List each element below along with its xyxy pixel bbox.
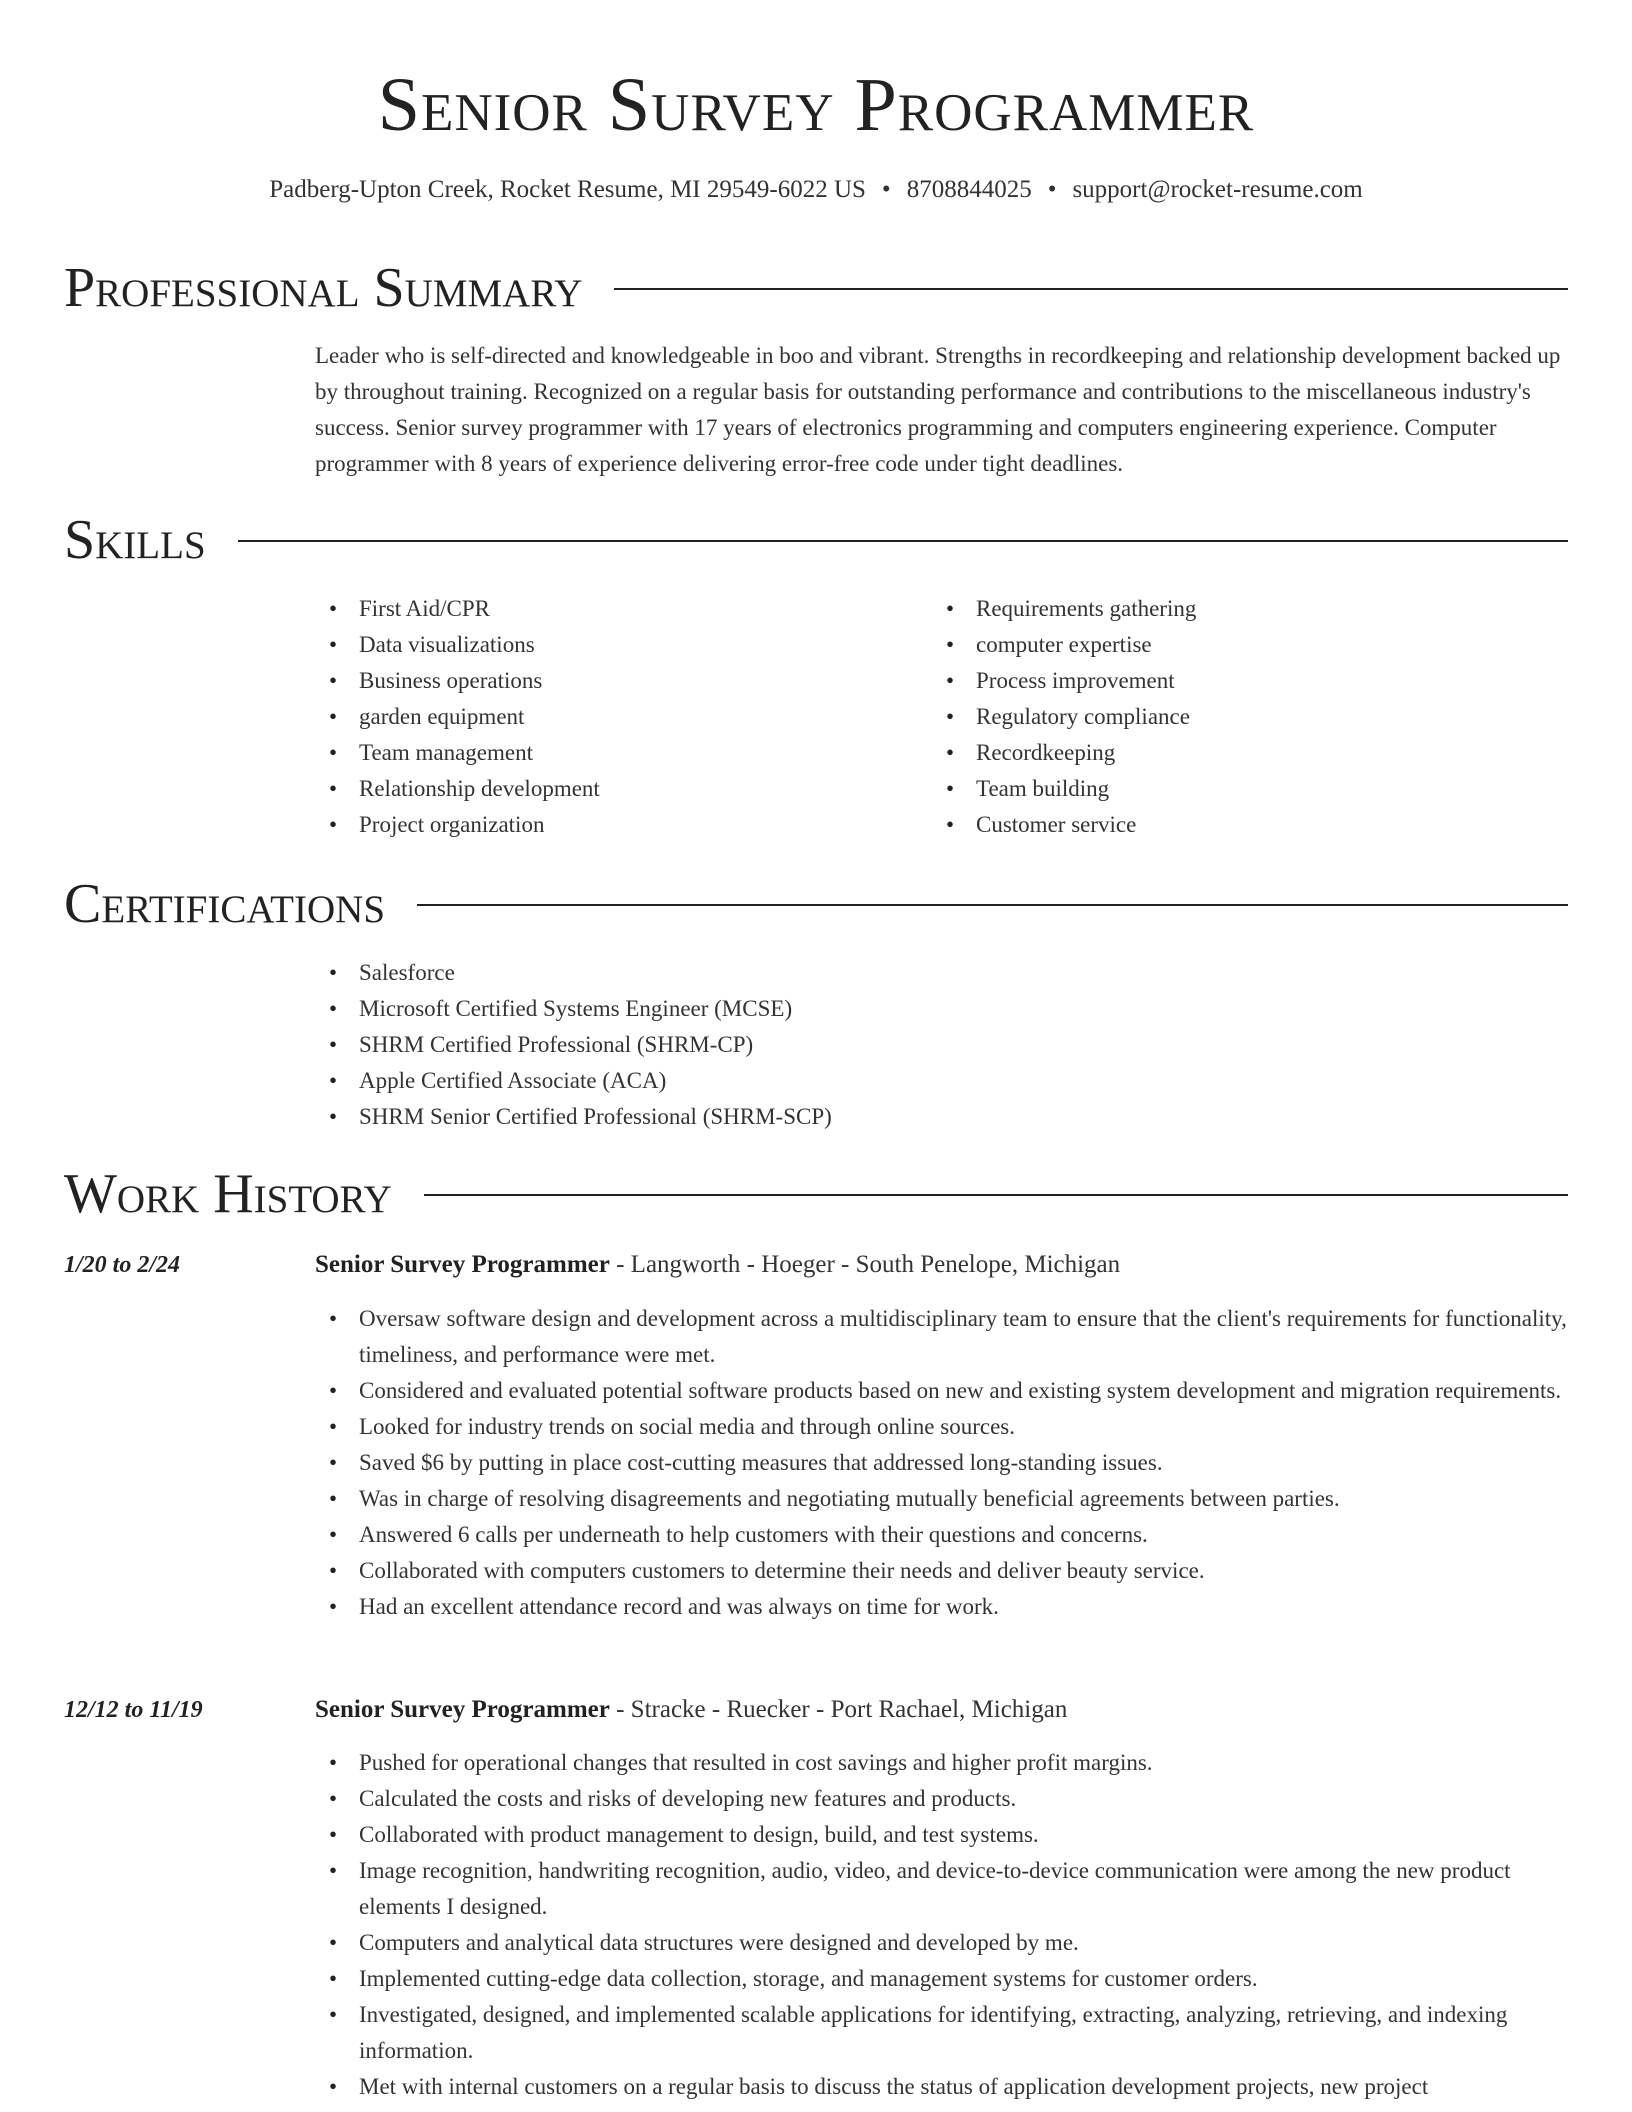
job-dates: 1/20 to 2/24 <box>64 1252 181 1278</box>
section-divider <box>424 1194 1568 1196</box>
responsibility-item: • Pushed for operational changes that resulted in cost savings and higher profit margins. <box>315 1745 1568 1781</box>
work-history-section-title: Work History <box>64 1163 392 1225</box>
skill-item: • garden equipment <box>315 699 915 735</box>
section-divider <box>417 904 1568 906</box>
contact-line <box>0 172 1632 208</box>
responsibility-item: • Considered and evaluated potential software products based on new and existing system development and migration requirements. <box>315 1373 1568 1409</box>
work-history-section-header <box>64 1162 1568 1226</box>
skill-item: • Team building <box>932 771 1532 807</box>
skill-item: • Team management <box>315 735 915 771</box>
responsibility-item: • Met with internal customers on a regular basis to discuss the status of application development projects, new project <box>315 2069 1568 2105</box>
skills-column-left <box>315 591 915 843</box>
certifications-list <box>315 955 1568 1135</box>
job-title: Senior Survey Programmer <box>315 1251 610 1278</box>
skill-item: • computer expertise <box>932 627 1532 663</box>
skill-item: • Requirements gathering <box>932 591 1532 627</box>
skills-section-header <box>64 508 1568 572</box>
responsibility-item: • Image recognition, handwriting recognition, audio, video, and device-to-device communication were among the new product elements I designed. <box>315 1853 1568 1925</box>
responsibility-item: • Calculated the costs and risks of developing new features and products. <box>315 1781 1568 1817</box>
skills-column-right <box>932 591 1532 843</box>
job-heading <box>315 1247 1568 1283</box>
skill-item: • Process improvement <box>932 663 1532 699</box>
section-divider <box>238 540 1568 542</box>
responsibility-item: • Implemented cutting-edge data collection, storage, and management systems for customer orders. <box>315 1961 1568 1997</box>
job-heading <box>315 1692 1568 1728</box>
certification-item: • Microsoft Certified Systems Engineer (MCSE) <box>315 991 1568 1027</box>
job-company-location: - Stracke - Ruecker - Port Rachael, Michigan <box>609 1696 1068 1723</box>
responsibility-item: • Investigated, designed, and implemented scalable applications for identifying, extracting, analyzing, retrieving, and indexing information. <box>315 1997 1568 2069</box>
responsibility-item: • Looked for industry trends on social media and through online sources. <box>315 1409 1568 1445</box>
job-responsibilities <box>315 1301 1568 1625</box>
certification-item: • SHRM Certified Professional (SHRM-CP) <box>315 1027 1568 1063</box>
certification-item: • Salesforce <box>315 955 1568 991</box>
skill-item: • Data visualizations <box>315 627 915 663</box>
responsibility-item: • Oversaw software design and development across a multidisciplinary team to ensure that the client's requirements for functionality, timeliness, and performance were met. <box>315 1301 1568 1373</box>
skill-item: • Project organization <box>315 807 915 843</box>
summary-section-title: Professional Summary <box>64 257 583 319</box>
contact-email: support@rocket-resume.com <box>1072 176 1363 203</box>
responsibility-item: • Computers and analytical data structures were designed and developed by me. <box>315 1925 1568 1961</box>
section-divider <box>614 288 1568 290</box>
responsibility-item: • Collaborated with computers customers to determine their needs and deliver beauty service. <box>315 1553 1568 1589</box>
skill-item: • Customer service <box>932 807 1532 843</box>
job-company-location: - Langworth - Hoeger - South Penelope, Michigan <box>609 1251 1121 1278</box>
responsibility-item: • Was in charge of resolving disagreements and negotiating mutually beneficial agreements between parties. <box>315 1481 1568 1517</box>
contact-separator: • <box>1047 176 1057 203</box>
contact-address: Padberg-Upton Creek, Rocket Resume, MI 29549-6022 US <box>269 176 866 203</box>
skill-item: • Recordkeeping <box>932 735 1532 771</box>
certifications-section-header <box>64 872 1568 936</box>
candidate-name: Senior Survey Programmer <box>377 63 1255 147</box>
job-title: Senior Survey Programmer <box>315 1696 610 1723</box>
certification-item: • Apple Certified Associate (ACA) <box>315 1063 1568 1099</box>
responsibility-item: • Had an excellent attendance record and was always on time for work. <box>315 1589 1568 1625</box>
skill-item: • First Aid/CPR <box>315 591 915 627</box>
responsibility-item: • Answered 6 calls per underneath to help customers with their questions and concerns. <box>315 1517 1568 1553</box>
summary-section-header <box>64 256 1568 320</box>
skill-item: • Regulatory compliance <box>932 699 1532 735</box>
skill-item: • Business operations <box>315 663 915 699</box>
certifications-section-title: Certifications <box>64 873 386 935</box>
skills-section-title: Skills <box>64 509 206 571</box>
contact-phone: 8708844025 <box>906 176 1032 203</box>
job-responsibilities <box>315 1745 1568 2105</box>
responsibility-item: • Saved $6 by putting in place cost-cutting measures that addressed long-standing issues. <box>315 1445 1568 1481</box>
certification-item: • SHRM Senior Certified Professional (SHRM-SCP) <box>315 1099 1568 1135</box>
summary-text: Leader who is self-directed and knowledgeable in boo and vibrant. Strengths in recordkeeping and relationship development backed up by throughout training. Recognized on a regular basis for outstanding performance and contributions to the miscellaneous industry's success. Senior survey programmer with 17 years of electronics programming and computers engineering experience. Computer programmer with 8 years of experience delivering error-free code under tight deadlines. <box>315 343 1561 476</box>
skill-item: • Relationship development <box>315 771 915 807</box>
contact-separator: • <box>881 176 891 203</box>
job-dates: 12/12 to 11/19 <box>64 1697 203 1723</box>
responsibility-item: • Collaborated with product management to design, build, and test systems. <box>315 1817 1568 1853</box>
